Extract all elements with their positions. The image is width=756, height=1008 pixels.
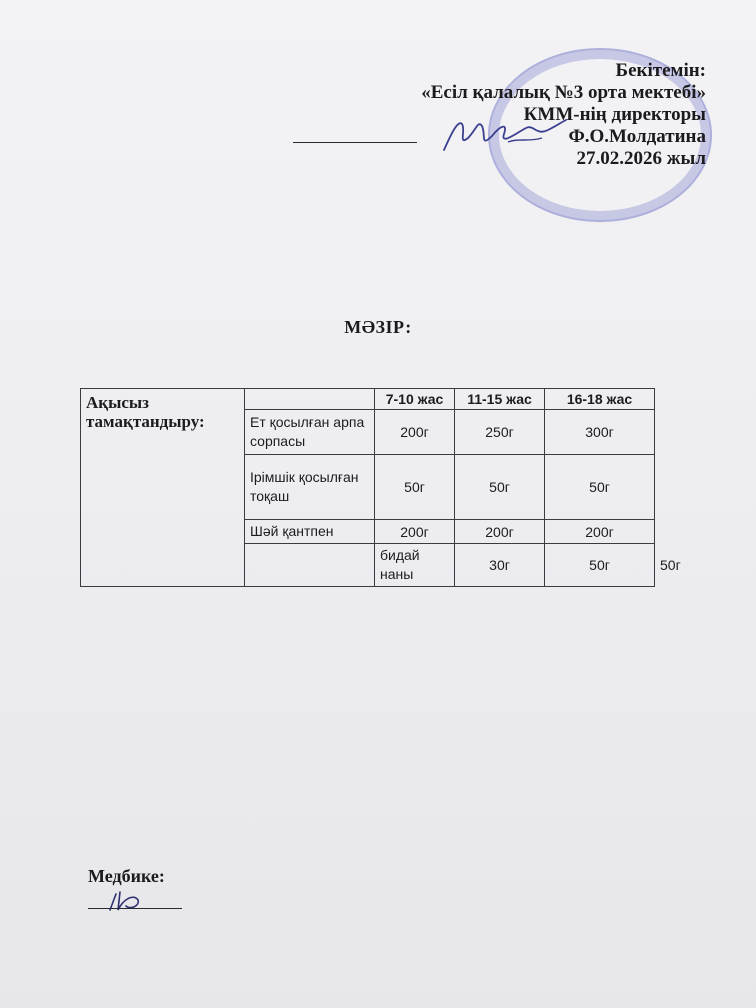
portion-value: 50г bbox=[375, 455, 455, 520]
school-name: «Есіл қалалық №3 орта мектебі» bbox=[421, 82, 706, 103]
page-title: МӘЗІР: bbox=[344, 317, 412, 337]
menu-table bbox=[80, 388, 681, 587]
dish-name: Ірімшік қосылған тоқаш bbox=[245, 455, 375, 520]
portion-value: 30г bbox=[455, 544, 545, 587]
portion-value: 250г bbox=[455, 410, 545, 455]
director-title: КММ-нің директоры bbox=[523, 104, 706, 125]
portion-value: 50г bbox=[455, 455, 545, 520]
dish-name: Шәй қантпен bbox=[245, 520, 375, 544]
portion-value: 50г bbox=[545, 455, 655, 520]
nurse-signature bbox=[104, 888, 154, 914]
dish-name: Ет қосылған арпа сорпасы bbox=[245, 410, 375, 455]
portion-value: 300г bbox=[545, 410, 655, 455]
section-label: Ақысыз тамақтандыру: bbox=[81, 389, 245, 587]
table-row: бидай наны 30г 50г 50г bbox=[81, 544, 655, 587]
director-name: Ф.О.Молдатина bbox=[568, 126, 706, 147]
table-cell bbox=[245, 544, 375, 587]
table-cell bbox=[245, 389, 375, 410]
portion-value: 200г bbox=[375, 520, 455, 544]
director-signature bbox=[438, 112, 568, 160]
dish-name: бидай наны bbox=[375, 544, 455, 587]
portion-value: 200г bbox=[545, 520, 655, 544]
nurse-signature-line bbox=[88, 908, 182, 909]
approval-heading: Бекітемін: bbox=[615, 60, 706, 81]
portion-value: 200г bbox=[455, 520, 545, 544]
nurse-label: Медбике: bbox=[88, 866, 165, 886]
age-header-7-10: 7-10 жас bbox=[375, 389, 455, 410]
portion-value: 200г bbox=[375, 410, 455, 455]
age-header-11-15: 11-15 жас bbox=[455, 389, 545, 410]
portion-value: 50г bbox=[545, 544, 655, 587]
signature-line bbox=[293, 142, 417, 143]
table-row bbox=[81, 389, 655, 410]
age-header-16-18: 16-18 жас bbox=[545, 389, 655, 410]
approval-date: 27.02.2026 жыл bbox=[576, 148, 706, 169]
